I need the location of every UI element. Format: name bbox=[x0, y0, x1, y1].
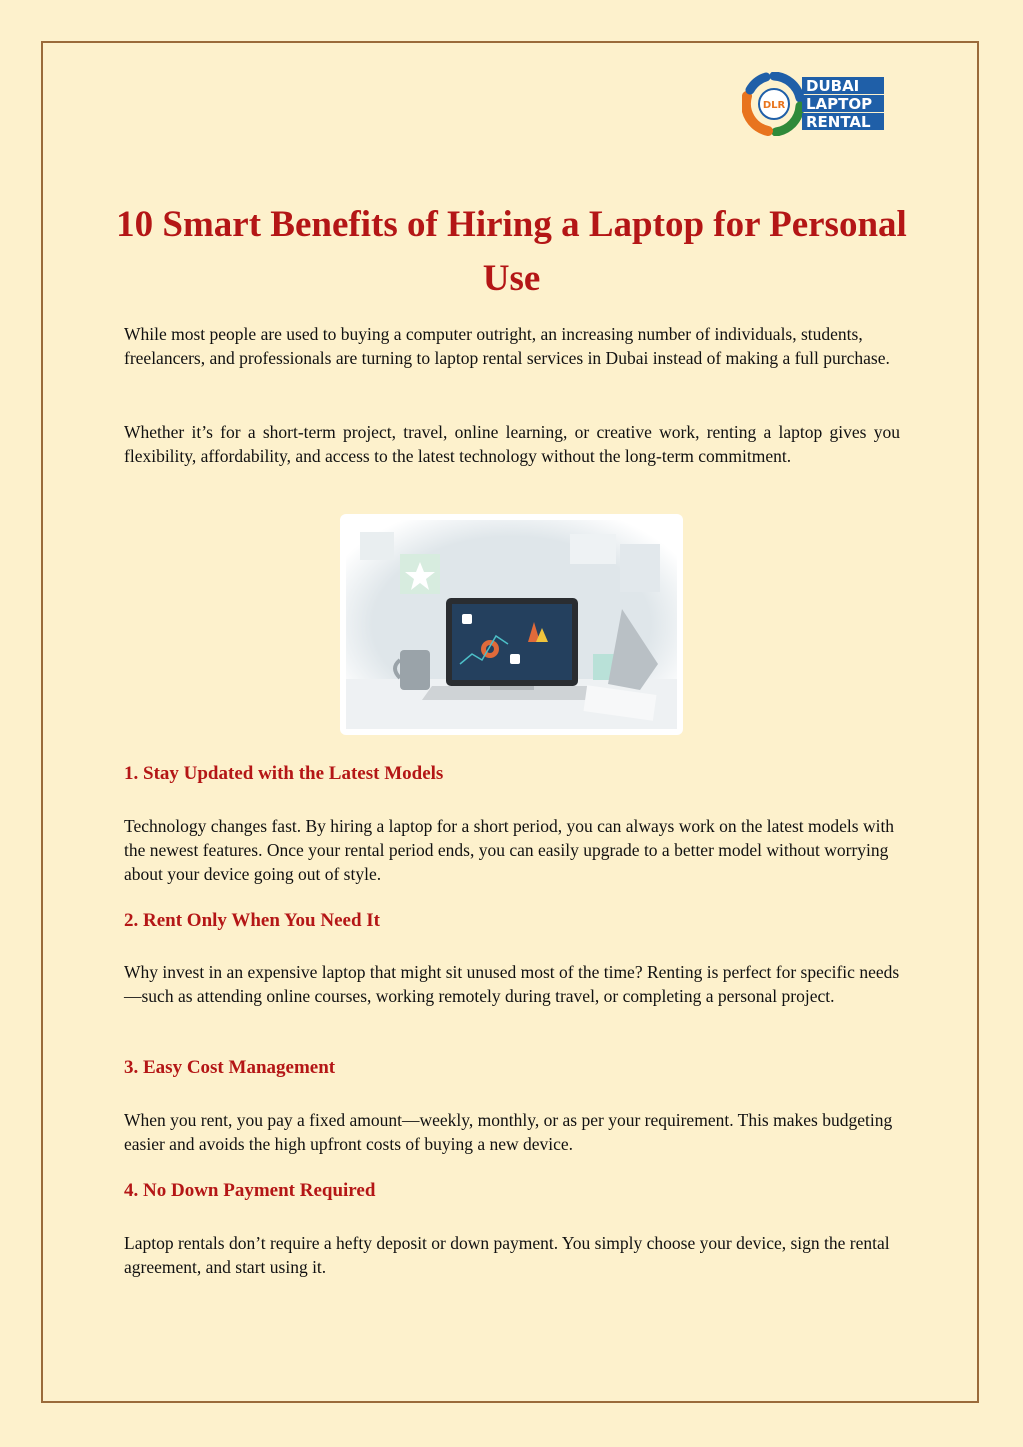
section-heading-1: 1. Stay Updated with the Latest Models bbox=[124, 763, 444, 784]
laptop-desk-photo bbox=[340, 514, 683, 735]
logo-word-laptop: LAPTOP bbox=[806, 95, 873, 113]
section-heading-3: 3. Easy Cost Management bbox=[124, 1057, 336, 1078]
intro-paragraph-1: While most people are used to buying a computer outright, an increasing number of individuals, students, freelancers, and professionals are turning to laptop rental services in Dubai instead of making a full purchase. bbox=[124, 324, 890, 368]
section-body-2: Why invest in an expensive laptop that might sit unused most of the time? Renting is perfect for specific needs—such as attending online courses, working remotely during travel, or completing a personal project. bbox=[124, 962, 900, 1006]
section-heading-2: 2. Rent Only When You Need It bbox=[124, 910, 380, 931]
logo-badge: DLR bbox=[762, 100, 786, 111]
section-body-4: Laptop rentals don’t require a hefty deposit or down payment. You simply choose your device, sign the rental agreement, and start using it. bbox=[124, 1233, 890, 1277]
page-title: 10 Smart Benefits of Hiring a Laptop for Personal Use bbox=[116, 204, 907, 299]
section-heading-4: 4. No Down Payment Required bbox=[124, 1180, 376, 1201]
dubai-laptop-rental-logo bbox=[742, 72, 888, 136]
section-body-1: Technology changes fast. By hiring a laptop for a short period, you can always work on the latest models with the newest features. Once your rental period ends, you can easily upgrade to a better model without worrying about your device going out of style. bbox=[124, 816, 895, 884]
intro-paragraph-2: Whether it’s for a short-term project, travel, online learning, or creative work, renting a laptop gives you flexibility, affordability, and access to the latest technology without the long-term commitment. bbox=[124, 422, 900, 466]
logo-word-dubai: DUBAI bbox=[806, 77, 860, 95]
section-body-3: When you rent, you pay a fixed amount—weekly, monthly, or as per your requirement. This makes budgeting easier and avoids the high upfront costs of buying a new device. bbox=[124, 1110, 893, 1154]
logo-word-rental: RENTAL bbox=[806, 113, 871, 131]
